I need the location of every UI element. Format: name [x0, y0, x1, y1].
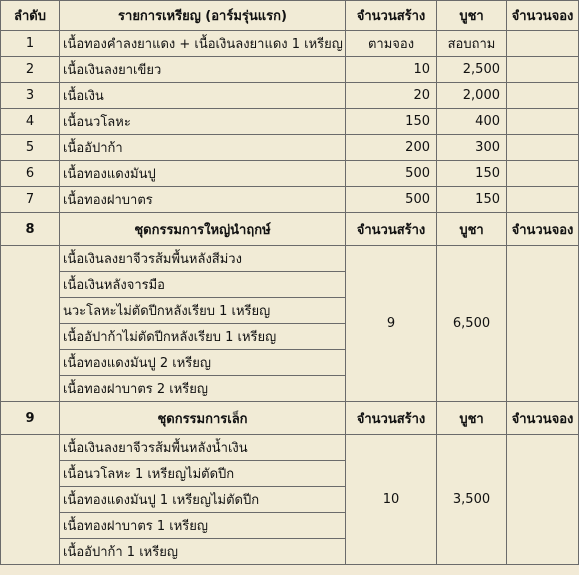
row-item: เนื้อทองแดงมันปู	[60, 161, 346, 187]
row-no: 2	[1, 57, 60, 83]
set-item: เนื้ออัปาก้า 1 เหรียญ	[60, 539, 346, 565]
row-made: 10	[346, 57, 437, 83]
set-made-label: จำนวนสร้าง	[346, 402, 437, 435]
set-booked-label: จำนวนจอง	[507, 213, 579, 246]
row-made: 200	[346, 135, 437, 161]
row-item: เนื้อนวโลหะ	[60, 109, 346, 135]
row-no: 3	[1, 83, 60, 109]
row-no: 4	[1, 109, 60, 135]
row-booked[interactable]	[507, 135, 579, 161]
row-booked[interactable]	[507, 187, 579, 213]
set-item-row	[1, 435, 579, 461]
table-row	[1, 31, 579, 57]
row-item: เนื้อเงินลงยาเขียว	[60, 57, 346, 83]
set-item: เนื้อนวโลหะ 1 เหรียญไม่ตัดปีก	[60, 461, 346, 487]
table-row	[1, 135, 579, 161]
row-price: 2,500	[437, 57, 507, 83]
set-no: 9	[1, 402, 60, 435]
row-price: 2,000	[437, 83, 507, 109]
row-booked[interactable]	[507, 109, 579, 135]
set-title: ชุดกรรมการเล็ก	[60, 402, 346, 435]
set-item: เนื้อทองฝาบาตร 1 เหรียญ	[60, 513, 346, 539]
set-price-label: บูชา	[437, 213, 507, 246]
header-item: รายการเหรียญ (อาร์มรุ่นแรก)	[60, 1, 346, 31]
set-booked-label: จำนวนจอง	[507, 402, 579, 435]
set-price-label: บูชา	[437, 402, 507, 435]
header-booked: จำนวนจอง	[507, 1, 579, 31]
set-booked[interactable]	[507, 246, 579, 402]
row-booked[interactable]	[507, 31, 579, 57]
row-made: 150	[346, 109, 437, 135]
row-price: 300	[437, 135, 507, 161]
row-made: 20	[346, 83, 437, 109]
row-booked[interactable]	[507, 83, 579, 109]
table-row	[1, 161, 579, 187]
set-header-row	[1, 213, 579, 246]
row-price: สอบถาม	[437, 31, 507, 57]
row-price: 150	[437, 161, 507, 187]
set-title: ชุดกรรมการใหญ่นำฤกษ์	[60, 213, 346, 246]
row-price: 150	[437, 187, 507, 213]
set-no-blank	[1, 246, 60, 402]
row-booked[interactable]	[507, 57, 579, 83]
set-made: 10	[346, 435, 437, 565]
header-price: บูชา	[437, 1, 507, 31]
header-row	[1, 1, 579, 31]
set-item: เนื้อเงินลงยาจีวรส้มพื้นหลังสีม่วง	[60, 246, 346, 272]
row-booked[interactable]	[507, 161, 579, 187]
table-row	[1, 57, 579, 83]
row-item: เนื้อทองฝาบาตร	[60, 187, 346, 213]
set-item: เนื้อทองแดงมันปู 1 เหรียญไม่ตัดปีก	[60, 487, 346, 513]
header-no: ลำดับ	[1, 1, 60, 31]
set-item: เนื้อทองฝาบาตร 2 เหรียญ	[60, 376, 346, 402]
set-made-label: จำนวนสร้าง	[346, 213, 437, 246]
row-made: 500	[346, 187, 437, 213]
set-no-blank	[1, 435, 60, 565]
row-item: เนื้ออัปาก้า	[60, 135, 346, 161]
set-price: 6,500	[437, 246, 507, 402]
row-item: เนื้อเงิน	[60, 83, 346, 109]
row-no: 6	[1, 161, 60, 187]
row-item: เนื้อทองคำลงยาแดง + เนื้อเงินลงยาแดง 1 เหรียญ	[60, 31, 346, 57]
set-item: เนื้ออัปาก้าไม่ตัดปีกหลังเรียบ 1 เหรียญ	[60, 324, 346, 350]
row-made: ตามจอง	[346, 31, 437, 57]
row-no: 7	[1, 187, 60, 213]
set-item: เนื้อเงินหลังจารมือ	[60, 272, 346, 298]
row-no: 1	[1, 31, 60, 57]
table-row	[1, 187, 579, 213]
set-item-row	[1, 246, 579, 272]
header-made: จำนวนสร้าง	[346, 1, 437, 31]
table-row	[1, 109, 579, 135]
set-price: 3,500	[437, 435, 507, 565]
row-no: 5	[1, 135, 60, 161]
set-item: เนื้อเงินลงยาจีวรส้มพื้นหลังน้ำเงิน	[60, 435, 346, 461]
set-header-row	[1, 402, 579, 435]
set-item: นวะโลหะไม่ตัดปีกหลังเรียบ 1 เหรียญ	[60, 298, 346, 324]
set-booked[interactable]	[507, 435, 579, 565]
row-made: 500	[346, 161, 437, 187]
set-no: 8	[1, 213, 60, 246]
table-row	[1, 83, 579, 109]
set-made: 9	[346, 246, 437, 402]
set-item: เนื้อทองแดงมันปู 2 เหรียญ	[60, 350, 346, 376]
row-price: 400	[437, 109, 507, 135]
